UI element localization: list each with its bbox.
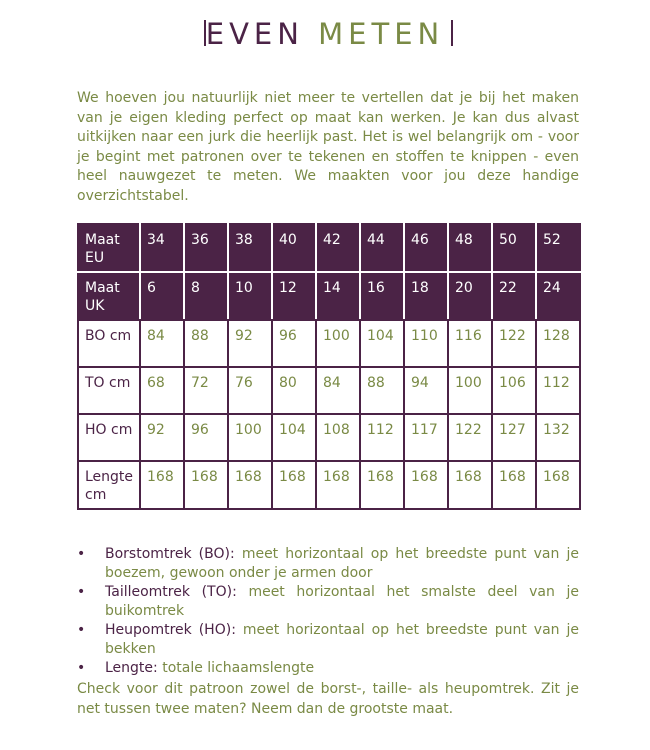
table-cell: 122 — [448, 414, 492, 461]
title-word-meten: METEN — [318, 17, 445, 51]
table-cell: 96 — [272, 320, 316, 367]
table-cell: 16 — [360, 272, 404, 320]
table-row — [78, 320, 580, 367]
table-cell: 116 — [448, 320, 492, 367]
table-cell: 168 — [448, 461, 492, 509]
list-item — [77, 545, 579, 583]
bullet-icon: • — [77, 584, 86, 600]
table-cell: 84 — [140, 320, 184, 367]
table-cell: 36 — [184, 224, 228, 272]
bullet-description: meet horizontaal op het breedste punt van je bekken — [105, 622, 580, 657]
bullet-description: meet horizontaal op het breedste punt van je boezem, gewoon onder je armen door — [105, 546, 579, 581]
page-title — [0, 14, 650, 54]
table-cell: 24 — [536, 272, 580, 320]
table-row — [78, 461, 580, 509]
table-cell: 168 — [272, 461, 316, 509]
table-cell: 100 — [448, 367, 492, 414]
table-row — [78, 414, 580, 461]
table-row — [78, 224, 580, 272]
table-cell: 104 — [360, 320, 404, 367]
table-cell: 38 — [228, 224, 272, 272]
table-cell: 127 — [492, 414, 536, 461]
row-label: TO cm — [78, 367, 140, 414]
title-row — [0, 14, 650, 54]
title-word-even: EVEN — [205, 17, 304, 51]
table-cell: 72 — [184, 367, 228, 414]
table-cell: 50 — [492, 224, 536, 272]
table-cell: 168 — [140, 461, 184, 509]
table-cell: 46 — [404, 224, 448, 272]
table-cell: 168 — [184, 461, 228, 509]
table-cell: 8 — [184, 272, 228, 320]
row-label: Maat UK — [78, 272, 140, 320]
list-item — [77, 583, 579, 621]
size-table — [77, 223, 581, 510]
table-cell: 117 — [404, 414, 448, 461]
row-label: HO cm — [78, 414, 140, 461]
size-table-body — [78, 224, 580, 509]
intro-paragraph: We hoeven jou natuurlijk niet meer te vertellen dat je bij het maken van je eigen kleding perfect op maat kan werken. Je kan dus alvast uitkijken naar een jurk die heerlijk past. Het is wel belangrijk om - voor je begint met patronen over te tekenen en stoffen te knippen - even heel nauwgezet te meten. We maakten voor jou deze handige overzichtstabel. — [77, 90, 579, 204]
table-row — [78, 367, 580, 414]
bullet-description: meet horizontaal het smalste deel van je buikomtrek — [105, 584, 579, 619]
table-cell: 168 — [404, 461, 448, 509]
table-cell: 100 — [316, 320, 360, 367]
bullet-icon: • — [77, 546, 86, 562]
table-cell: 96 — [184, 414, 228, 461]
table-cell: 168 — [228, 461, 272, 509]
bullet-icon: • — [77, 622, 86, 638]
table-cell: 168 — [316, 461, 360, 509]
table-cell: 110 — [404, 320, 448, 367]
table-cell: 80 — [272, 367, 316, 414]
table-cell: 92 — [228, 320, 272, 367]
bullet-term: Lengte: — [105, 660, 158, 676]
table-row — [78, 272, 580, 320]
bullet-term: Borstomtrek (BO): — [105, 546, 235, 562]
table-cell: 128 — [536, 320, 580, 367]
table-cell: 92 — [140, 414, 184, 461]
bullet-term: Tailleomtrek (TO): — [105, 584, 237, 600]
table-cell: 88 — [184, 320, 228, 367]
row-label: Lengte cm — [78, 461, 140, 509]
table-cell: 6 — [140, 272, 184, 320]
table-cell: 34 — [140, 224, 184, 272]
table-cell: 88 — [360, 367, 404, 414]
table-cell: 168 — [492, 461, 536, 509]
table-cell: 14 — [316, 272, 360, 320]
table-cell: 122 — [492, 320, 536, 367]
table-cell: 94 — [404, 367, 448, 414]
table-cell: 20 — [448, 272, 492, 320]
bullet-description: totale lichaamslengte — [157, 660, 315, 676]
table-cell: 52 — [536, 224, 580, 272]
table-cell: 10 — [228, 272, 272, 320]
measurement-list — [77, 545, 579, 678]
table-cell: 44 — [360, 224, 404, 272]
bullet-icon: • — [77, 660, 86, 676]
row-label: BO cm — [78, 320, 140, 367]
table-cell: 168 — [360, 461, 404, 509]
table-cell: 106 — [492, 367, 536, 414]
table-cell: 112 — [536, 367, 580, 414]
table-cell: 104 — [272, 414, 316, 461]
table-cell: 132 — [536, 414, 580, 461]
list-item — [77, 659, 579, 678]
row-label: Maat EU — [78, 224, 140, 272]
table-cell: 42 — [316, 224, 360, 272]
table-cell: 76 — [228, 367, 272, 414]
table-cell: 12 — [272, 272, 316, 320]
table-cell: 84 — [316, 367, 360, 414]
title-bar-right — [451, 20, 453, 46]
table-cell: 108 — [316, 414, 360, 461]
table-cell: 68 — [140, 367, 184, 414]
outro-paragraph: Check voor dit patroon zowel de borst-, taille- als heupomtrek. Zit je net tussen twee maten? Neem dan de grootste maat. — [77, 681, 579, 717]
table-cell: 48 — [448, 224, 492, 272]
table-cell: 112 — [360, 414, 404, 461]
table-cell: 18 — [404, 272, 448, 320]
table-cell: 40 — [272, 224, 316, 272]
bullet-term: Heupomtrek (HO): — [105, 622, 236, 638]
table-cell: 168 — [536, 461, 580, 509]
table-cell: 100 — [228, 414, 272, 461]
list-item — [77, 621, 579, 659]
table-cell: 22 — [492, 272, 536, 320]
